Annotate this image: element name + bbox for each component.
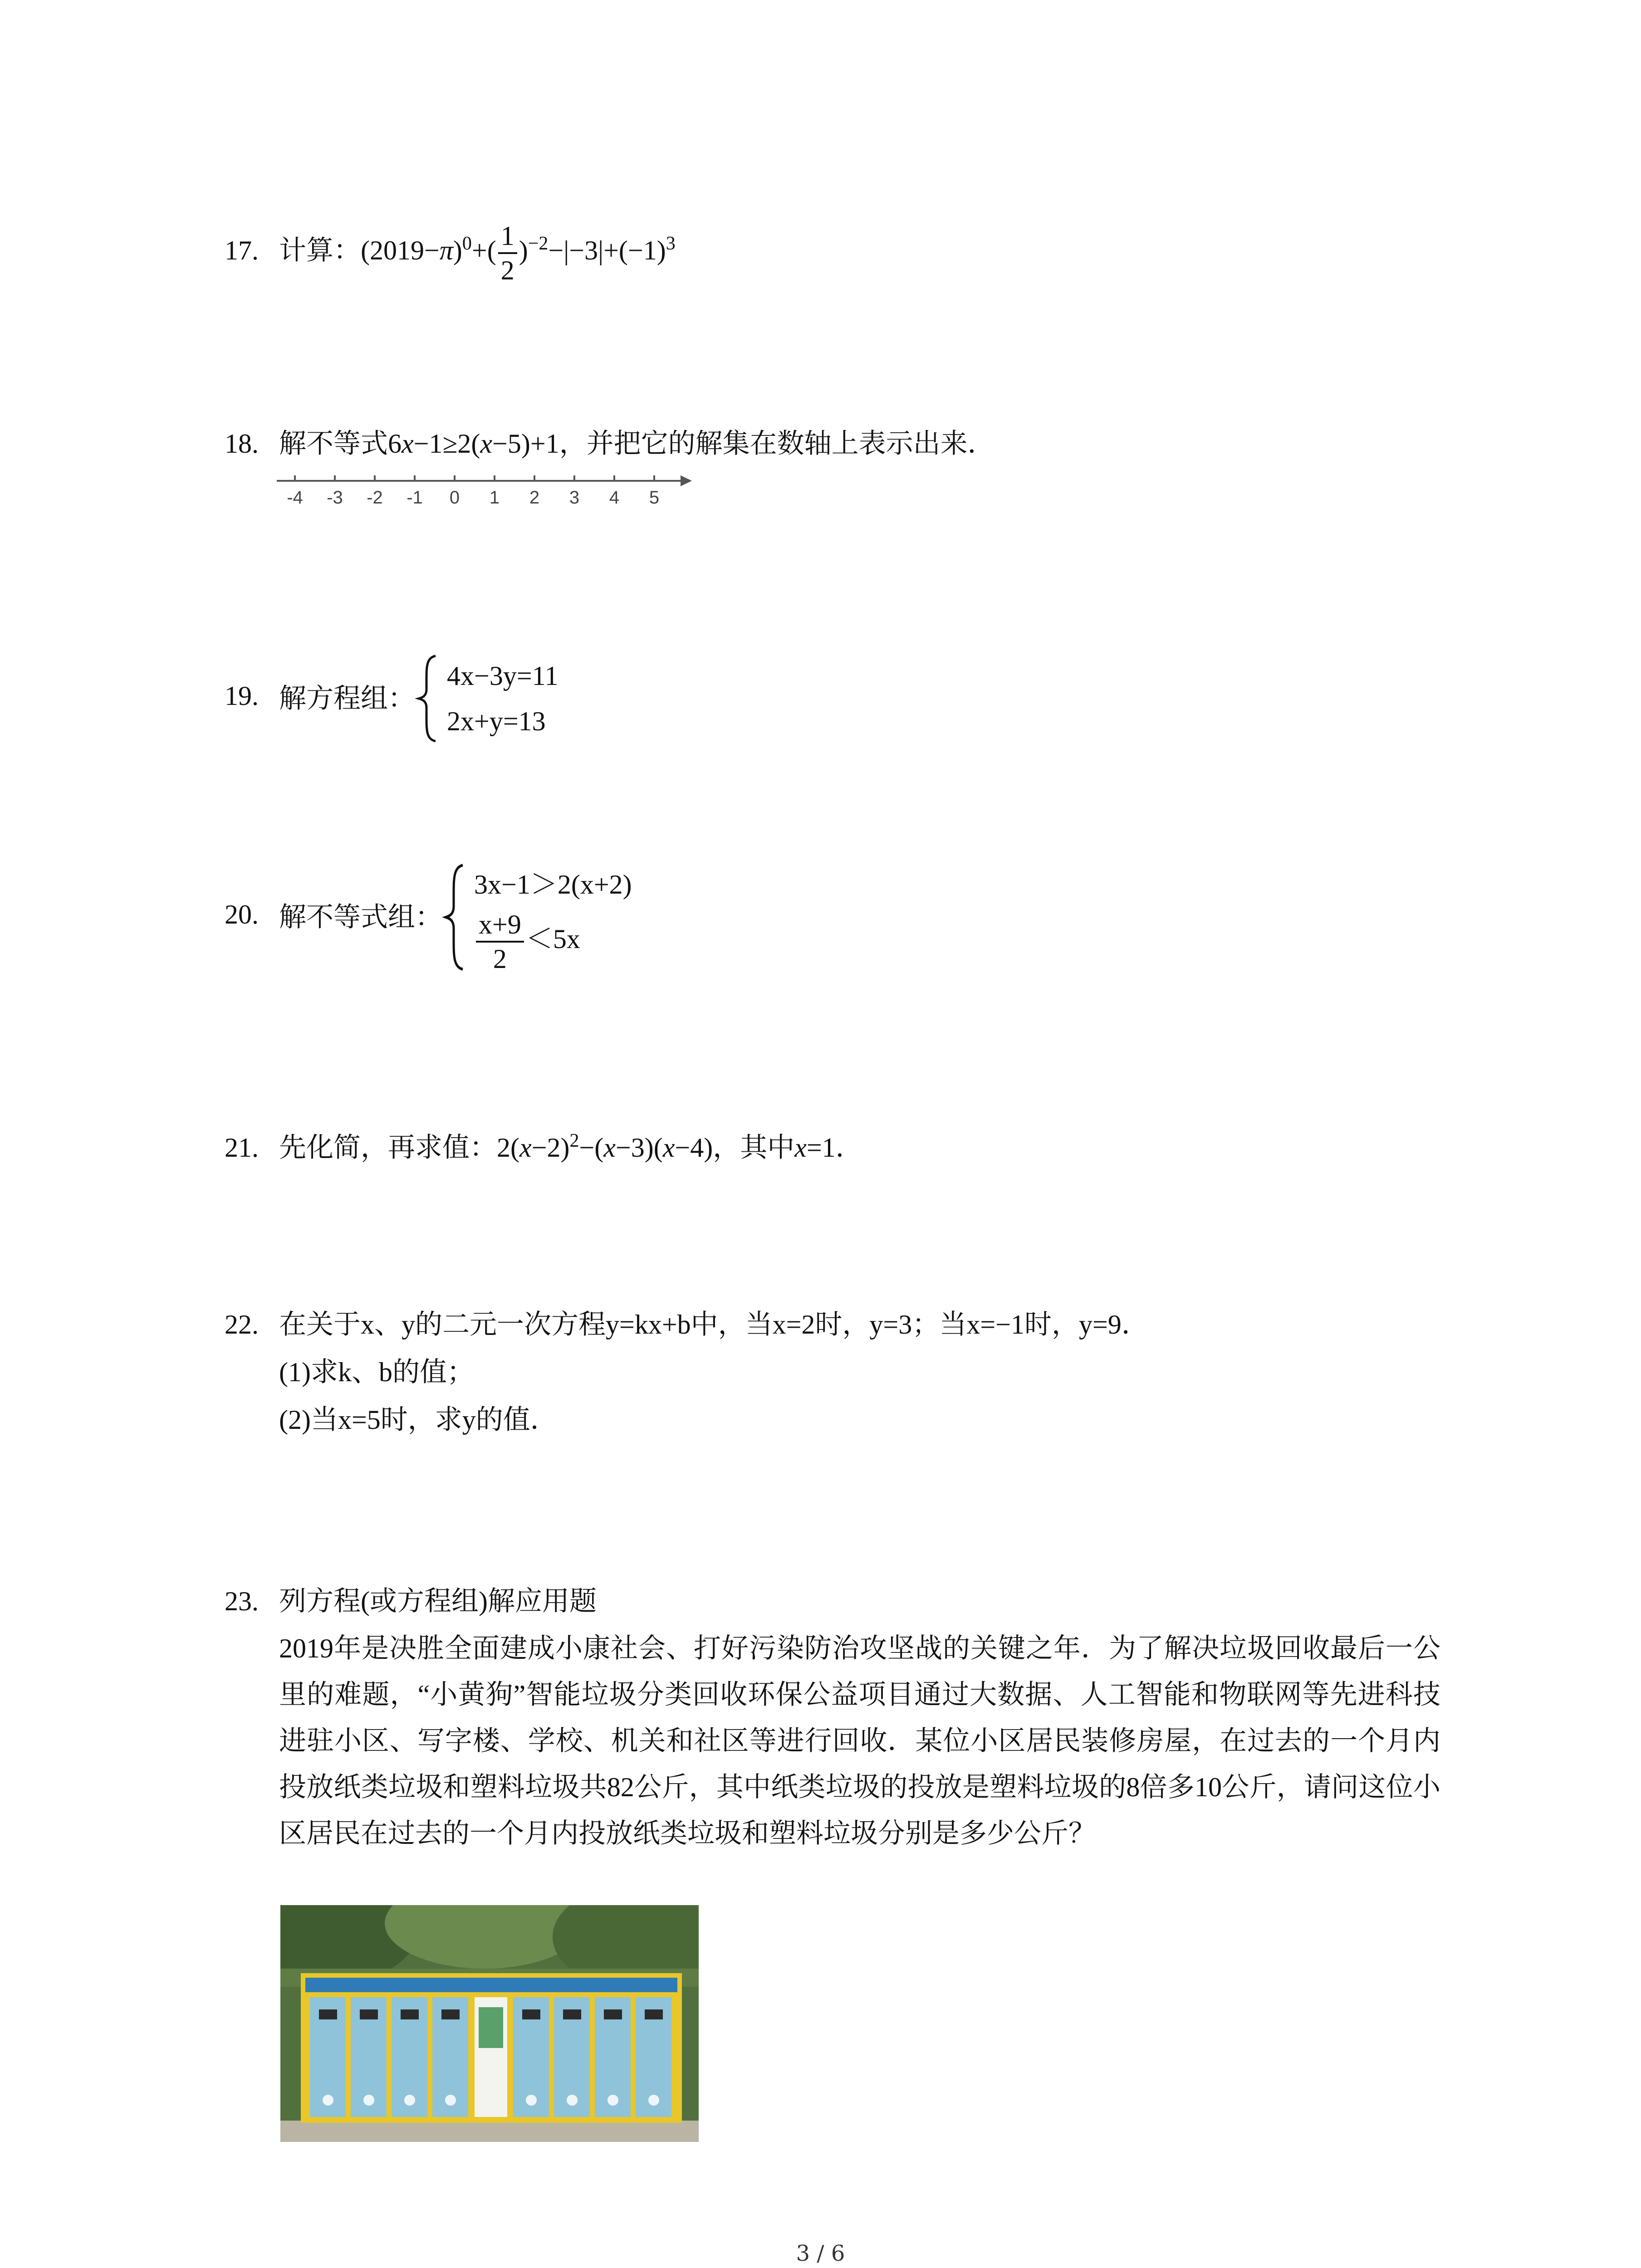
question-number: 20. bbox=[225, 899, 259, 929]
expr-part: ) bbox=[519, 235, 528, 265]
question-text: −3)( bbox=[615, 1133, 663, 1163]
exponent: 3 bbox=[666, 233, 676, 254]
question-label: 解方程组： bbox=[279, 684, 415, 714]
question-21 bbox=[225, 1125, 863, 1170]
question-number: 21. bbox=[225, 1133, 259, 1163]
question-text: −( bbox=[579, 1133, 604, 1163]
left-brace-icon bbox=[442, 862, 467, 973]
inequality-line-2 bbox=[474, 907, 632, 973]
question-20 bbox=[225, 862, 632, 973]
fraction-numerator: 1 bbox=[498, 222, 517, 254]
number-line-tick-label: 1 bbox=[489, 488, 500, 508]
inequality-tail: ＜5x bbox=[525, 924, 580, 954]
exponent: −2 bbox=[528, 233, 549, 254]
exponent: 0 bbox=[462, 233, 472, 254]
question-text: −1≥2( bbox=[413, 429, 480, 459]
question-label: 解不等式组： bbox=[279, 902, 442, 933]
variable: x bbox=[480, 429, 493, 459]
expr-part: +( bbox=[471, 235, 496, 265]
question-text: 解不等式6 bbox=[279, 429, 402, 459]
question-number: 23. bbox=[225, 1586, 259, 1616]
variable: x bbox=[519, 1133, 532, 1163]
variable: x bbox=[603, 1133, 616, 1163]
equation-system bbox=[415, 653, 558, 744]
number-line-tick-label: 5 bbox=[649, 488, 660, 508]
question-label: 计算： bbox=[279, 235, 361, 265]
fraction bbox=[476, 911, 524, 973]
number-line-tick-label: -3 bbox=[327, 488, 343, 508]
expr-part: ) bbox=[453, 235, 462, 265]
pi-symbol: π bbox=[439, 235, 453, 265]
question-23-body: 2019年是决胜全面建成小康社会、打好污染防治攻坚战的关键之年．为了解决垃圾回收最后一公里的难题，“小黄狗”智能垃圾分类回收环保公益项目通过大数据、人工智能和物联网等先进科技进驻小区、写字楼、学校、机关和社区等进行回收．某位小区居民装修房屋，在过去的一个月内投放纸类垃圾和塑料垃圾共82公斤，其中纸类垃圾的投放是塑料垃圾的8倍多10公斤，请问这位小区居民在过去的一个月内投放纸类垃圾和塑料垃圾分别是多少公斤？ bbox=[279, 1633, 1440, 1848]
question-text: −4)，其中 bbox=[675, 1133, 795, 1163]
number-line-tick-label: 0 bbox=[449, 488, 460, 508]
question-22-part-2: (2)当x=5时，求y的值． bbox=[279, 1405, 558, 1435]
question-text: −2) bbox=[531, 1133, 570, 1163]
page-number: 3 / 6 bbox=[796, 2241, 845, 2266]
number-line-tick-label: 4 bbox=[609, 488, 620, 508]
equation-line-2: 2x+y=13 bbox=[447, 706, 546, 736]
question-title: 列方程(或方程组)解应用题 bbox=[279, 1586, 597, 1616]
question-22-part-1: (1)求k、b的值； bbox=[279, 1357, 474, 1387]
number-line-tick-label: 2 bbox=[529, 488, 540, 508]
question-18 bbox=[225, 421, 995, 466]
expr-part: (2019− bbox=[361, 235, 440, 265]
number-line-tick-label: -1 bbox=[407, 488, 423, 508]
number-line bbox=[277, 467, 694, 517]
fraction-numerator: x+9 bbox=[476, 911, 524, 943]
question-19 bbox=[225, 653, 558, 744]
variable: x bbox=[402, 429, 414, 459]
number-line-tick-label: -4 bbox=[287, 488, 303, 508]
question-17 bbox=[225, 222, 676, 284]
question-number: 19. bbox=[225, 680, 259, 711]
fraction bbox=[498, 222, 517, 284]
question-number: 18. bbox=[225, 429, 259, 459]
inequality-system bbox=[442, 862, 632, 973]
expr-part: −|−3|+(−1) bbox=[548, 235, 666, 265]
left-brace-icon bbox=[415, 653, 440, 744]
question-text: 先化简，再求值：2( bbox=[279, 1133, 519, 1163]
question-22 bbox=[225, 1302, 1149, 1347]
question-23 bbox=[225, 1579, 597, 1624]
inequality-line-1: 3x−1＞2(x+2) bbox=[474, 870, 632, 899]
variable: x bbox=[794, 1133, 807, 1163]
question-text: 在关于x、y的二元一次方程y=kx+b中，当x=2时，y=3；当x=−1时，y=9． bbox=[279, 1310, 1149, 1339]
number-line-tick-label: -2 bbox=[367, 488, 383, 508]
question-text: −5)+1，并把它的解集在数轴上表示出来． bbox=[492, 429, 995, 459]
variable: x bbox=[662, 1133, 675, 1163]
number-line-arrow-icon bbox=[681, 475, 692, 486]
number-line-tick-label: 3 bbox=[569, 488, 580, 508]
question-text: =1． bbox=[806, 1133, 863, 1163]
fraction-denominator: 2 bbox=[493, 944, 507, 974]
exponent: 2 bbox=[569, 1130, 579, 1151]
question-number: 17. bbox=[225, 235, 259, 265]
question-number: 22. bbox=[225, 1310, 259, 1339]
fraction-denominator: 2 bbox=[500, 255, 514, 285]
recycling-station-image bbox=[280, 1905, 699, 2142]
equation-line-1: 4x−3y=11 bbox=[447, 661, 558, 691]
